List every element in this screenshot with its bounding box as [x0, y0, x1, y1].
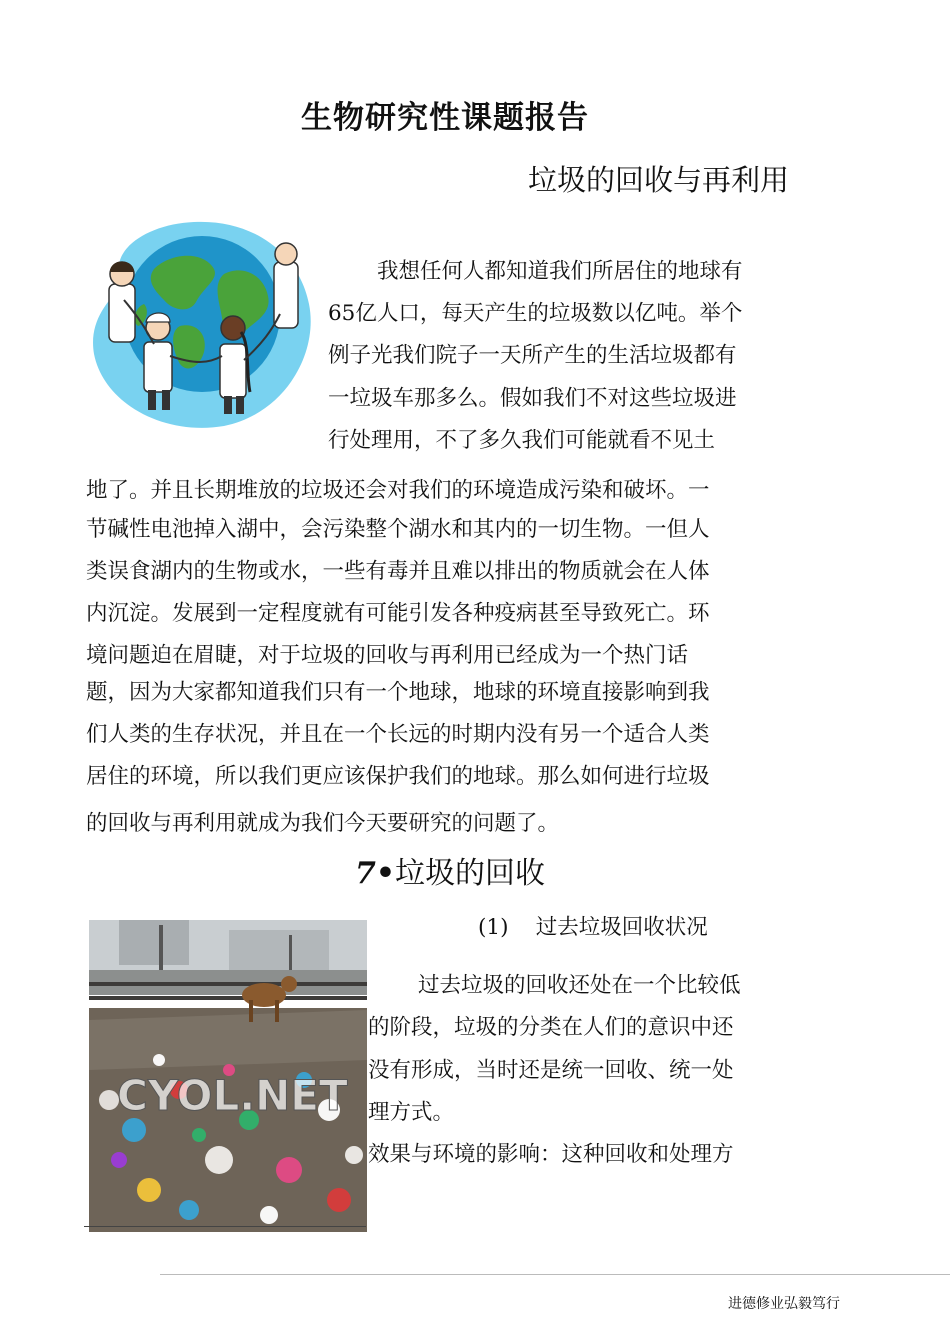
intro-line: 境问题迫在眉睫，对于垃圾的回收与再利用已经成为一个热门话 [86, 643, 689, 668]
intro-line: 的回收与再利用就成为我们今天要研究的问题了。 [86, 811, 560, 836]
intro-line: 行处理用，不了多久我们可能就看不见土 [328, 428, 716, 453]
earth-children-illustration [84, 214, 324, 432]
intro-line: 内沉淀。发展到一定程度就有可能引发各种疫病甚至导致死亡。环 [86, 601, 710, 626]
document-subtitle: 垃圾的回收与再利用 [528, 163, 790, 197]
subsection-heading: (1) 过去垃圾回收状况 [478, 915, 708, 940]
intro-line: 们人类的生存状况，并且在一个长远的时期内没有另一个适合人类 [86, 722, 710, 747]
subsection-line: 理方式。 [368, 1100, 455, 1125]
intro-line: 题，因为大家都知道我们只有一个地球，地球的环境直接影响到我 [86, 680, 710, 705]
intro-line: 地了。并且长期堆放的垃圾还会对我们的环境造成污染和破坏。一 [86, 478, 710, 503]
document-title: 生物研究性课题报告 [301, 100, 589, 136]
subsection-line: 过去垃圾的回收还处在一个比较低 [418, 973, 741, 998]
section-number: 7• [354, 856, 396, 891]
section-title: 垃圾的回收 [395, 856, 546, 891]
garbage-railway-photo [89, 920, 367, 1232]
intro-line: 例子光我们院子一天所产生的生活垃圾都有 [328, 343, 737, 368]
photo-watermark: CYOL.NET [117, 1071, 348, 1120]
intro-line: 我想任何人都知道我们所居住的地球有 [377, 259, 743, 284]
subsection-line: 的阶段，垃圾的分类在人们的意识中还 [368, 1015, 734, 1040]
footer-divider [160, 1274, 950, 1275]
intro-line: 类误食湖内的生物或水，一些有毒并且难以排出的物质就会在人体 [86, 559, 710, 584]
intro-line: 65亿人口，每天产生的垃圾数以亿吨。举个 [328, 301, 743, 326]
footer-motto: 进德修业弘毅笃行 [728, 1296, 840, 1312]
photo-underline [84, 1226, 366, 1227]
intro-line: 居住的环境，所以我们更应该保护我们的地球。那么如何进行垃圾 [86, 764, 710, 789]
subsection-line: 没有形成，当时还是统一回收、统一处 [368, 1058, 734, 1083]
section-heading [0, 848, 900, 892]
subsection-line: 效果与环境的影响：这种回收和处理方 [368, 1142, 734, 1167]
intro-line: 节碱性电池掉入湖中，会污染整个湖水和其内的一切生物。一但人 [86, 517, 710, 542]
intro-line: 一垃圾车那多么。假如我们不对这些垃圾进 [328, 386, 737, 411]
